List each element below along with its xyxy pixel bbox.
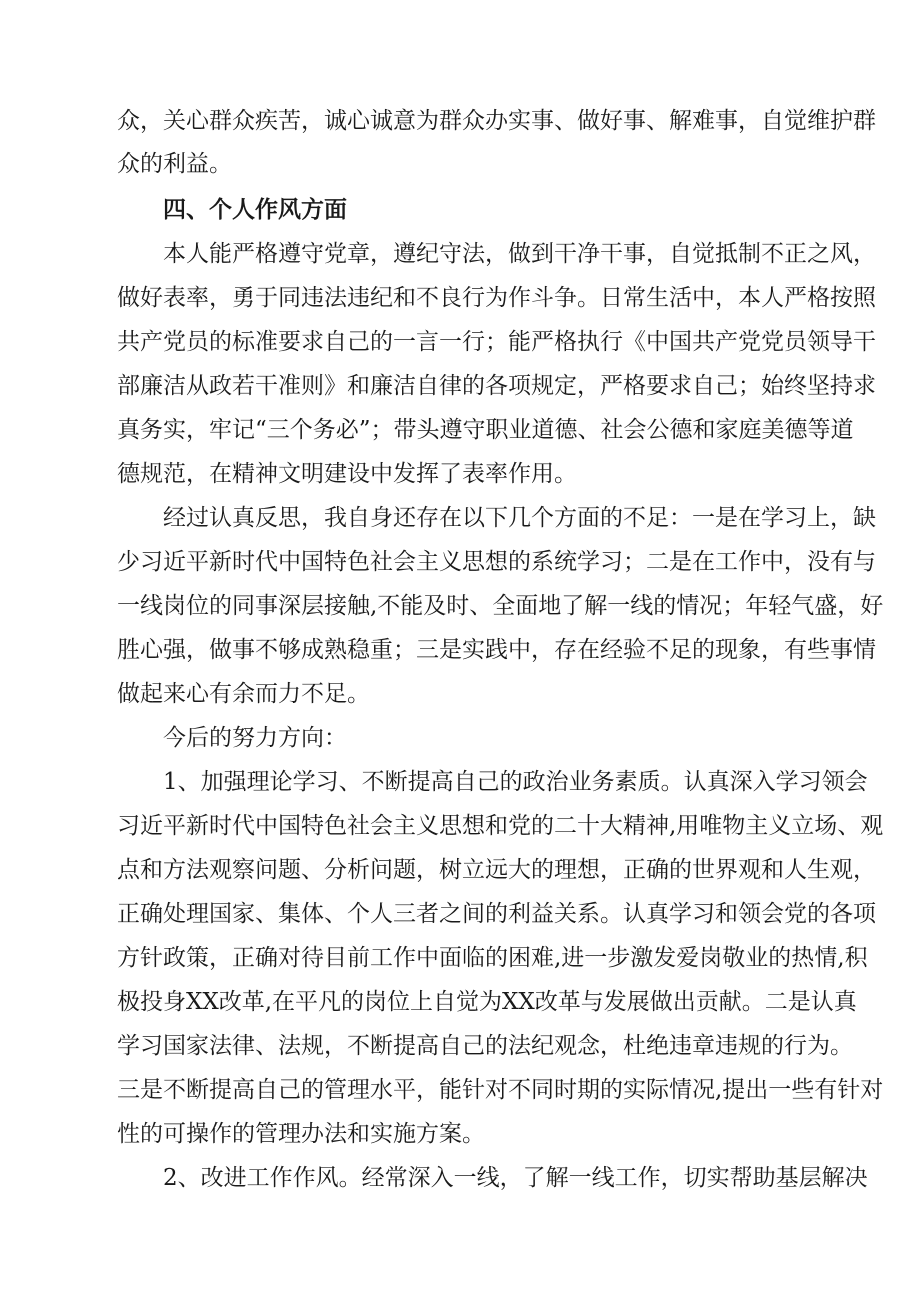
body-text-line: 学习国家法律、法规，不断提高自己的法纪观念，杜绝违章违规的行为。 — [117, 1033, 853, 1059]
body-text-line: 今后的努力方向： — [163, 725, 347, 751]
body-text-line: 一线岗位的同事深层接触,不能及时、全面地了解一线的情况；年轻气盛，好 — [117, 593, 884, 619]
body-text-line: 经过认真反思，我自身还存在以下几个方面的不足：一是在学习上，缺 — [163, 505, 876, 531]
body-text-line: 部廉洁从政若干准则》和廉洁自律的各项规定，严格要求自己；始终坚持求 — [117, 373, 876, 399]
body-text-line: 真务实，牢记“三个务必”；带头遵守职业道德、社会公德和家庭美德等道 — [117, 417, 854, 443]
body-text-line: 胜心强，做事不够成熟稳重；三是实践中，存在经验不足的现象，有些事情 — [117, 637, 876, 663]
body-text-line: 少习近平新时代中国特色社会主义思想的系统学习；二是在工作中，没有与 — [117, 549, 876, 575]
body-text-line: 众的利益。 — [117, 151, 232, 177]
body-text-line: 极投身XX改革,在平凡的岗位上自觉为XX改革与发展做出贡献。二是认真 — [117, 989, 857, 1015]
body-text-line: 方针政策，正确对待目前工作中面临的困难,进一步激发爱岗敬业的热情,积 — [117, 945, 868, 971]
body-text-line: 德规范，在精神文明建设中发挥了表率作用。 — [117, 461, 577, 487]
body-text-line: 做起来心有余而力不足。 — [117, 681, 370, 707]
body-text-line: 做好表率，勇于同违法违纪和不良行为作斗争。日常生活中，本人严格按照 — [117, 285, 876, 311]
body-text-line: 习近平新时代中国特色社会主义思想和党的二十大精神,用唯物主义立场、观 — [117, 813, 884, 839]
body-text-line: 共产党员的标准要求自己的一言一行；能严格执行《中国共产党党员领导干 — [117, 329, 876, 355]
body-text-line: 性的可操作的管理办法和实施方案。 — [117, 1121, 485, 1147]
section-heading: 四、个人作风方面 — [163, 197, 347, 223]
body-text-line: 正确处理国家、集体、个人三者之间的利益关系。认真学习和领会党的各项 — [117, 901, 876, 927]
body-text-line: 1、加强理论学习、不断提高自己的政治业务素质。认真深入学习领会 — [163, 769, 868, 795]
body-text-line: 2、改进工作作风。经常深入一线，了解一线工作，切实帮助基层解决 — [163, 1165, 868, 1191]
body-text-line: 本人能严格遵守党章，遵纪守法，做到干净干事，自觉抵制不正之风， — [163, 241, 876, 267]
body-text-line: 三是不断提高自己的管理水平，能针对不同时期的实际情况,提出一些有针对 — [117, 1077, 884, 1103]
body-text-line: 点和方法观察问题、分析问题，树立远大的理想，正确的世界观和人生观， — [117, 857, 876, 883]
body-text-line: 众，关心群众疾苦，诚心诚意为群众办实事、做好事、解难事，自觉维护群 — [117, 108, 876, 134]
